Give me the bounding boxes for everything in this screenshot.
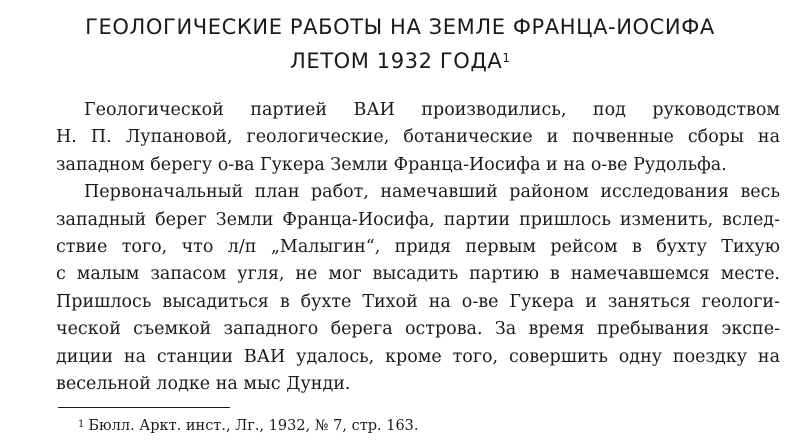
paragraph-2 bbox=[56, 179, 780, 398]
footnote bbox=[78, 416, 419, 436]
paragraph-line: Геологической партией ВАИ производились, под руководством bbox=[84, 100, 780, 120]
paragraph-line: Пришлось высадиться в бухте Тихой на о-ве Гукера и заняться геологи- bbox=[56, 291, 780, 312]
paragraph-line: ческой съемкой западного берега острова. За время пребывания экспе- bbox=[56, 319, 780, 340]
paragraph-line: с малым запасом угля, не мог высадить партию в намечавшемся месте. bbox=[56, 264, 780, 285]
paragraph-line: Н. П. Лупановой, геологические, ботанические и почвенные сборы на bbox=[56, 127, 780, 148]
paragraph-line: диции на станции ВАИ удалось, кроме того, совершить одну поездку на bbox=[56, 346, 780, 367]
title-text-2: ЛЕТОМ 1932 ГОДА bbox=[289, 49, 503, 73]
footnote-mark: 1 bbox=[78, 419, 85, 430]
title-footnote-mark: 1 bbox=[502, 51, 511, 65]
paragraph-line: ствие того, что л/п „Малыгин“, придя первым рейсом в бухту Тихую bbox=[56, 237, 780, 258]
title-text-1: ГЕОЛОГИЧЕСКИЕ РАБОТЫ НА ЗЕМЛЕ ФРАНЦА-ИОСИФА bbox=[85, 15, 715, 39]
footnote-text: Бюлл. Аркт. инст., Лг., 1932, № 7, стр. 163. bbox=[88, 418, 419, 434]
article-title-line-1 bbox=[0, 14, 800, 40]
paragraph-line: западный берег Земли Франца-Иосифа, партии пришлось изменить, вслед- bbox=[56, 209, 780, 230]
paragraph-line: западном берегу о-ва Гукера Земли Франца-Иосифа и на о-ве Рудольфа. bbox=[56, 154, 727, 175]
article-body bbox=[56, 97, 780, 398]
paragraph-line: Первоначальный план работ, намечавший районом исследования весь bbox=[84, 182, 780, 203]
article-title-line-2 bbox=[0, 48, 800, 74]
paragraph-1 bbox=[56, 97, 780, 179]
paragraph-line: весельной лодке на мыс Дунди. bbox=[56, 374, 351, 395]
footnote-separator bbox=[58, 407, 230, 408]
